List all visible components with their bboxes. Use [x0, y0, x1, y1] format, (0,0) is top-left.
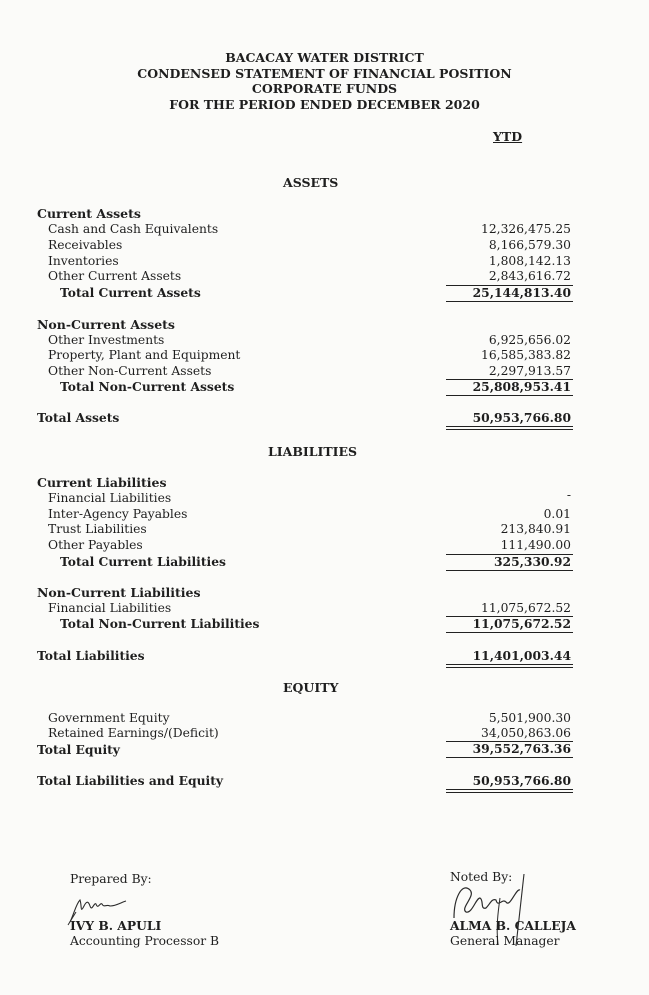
line-item-amount: 6,925,656.02: [488, 333, 571, 347]
line-item-amount: 11,075,672.52: [481, 601, 571, 615]
preparer-name: IVY B. APULI: [70, 918, 162, 933]
noncurrent-assets-heading: Non-Current Assets: [37, 317, 175, 332]
line-item-amount: 5,501,900.30: [488, 711, 571, 725]
noter-title: General Manager: [450, 934, 560, 948]
total-rule: [446, 570, 573, 571]
total-label: Total Non-Current Assets: [60, 379, 235, 394]
line-item-amount: 2,297,913.57: [488, 364, 571, 378]
line-item-amount: 1,808,142.13: [488, 254, 571, 268]
total-label: Total Current Assets: [60, 285, 201, 300]
line-item-label: Other Non-Current Assets: [48, 364, 212, 378]
line-item-label: Cash and Cash Equivalents: [48, 222, 219, 236]
line-item-label: Trust Liabilities: [48, 522, 147, 536]
noncurrent-liabilities-heading: Non-Current Liabilities: [37, 585, 201, 600]
total-amount: 11,075,672.52: [472, 616, 571, 631]
total-label: Total Equity: [37, 742, 120, 757]
section-heading-liabilities: LIABILITIES: [268, 444, 358, 459]
line-item-amount: 34,050,863.06: [481, 726, 571, 740]
grand-total-amount: 11,401,003.44: [472, 648, 571, 663]
double-rule: [446, 664, 573, 668]
total-rule: [446, 757, 573, 758]
line-item-amount: 16,585,383.82: [481, 348, 571, 362]
line-item-amount: 213,840.91: [500, 522, 571, 536]
report-period: FOR THE PERIOD ENDED DECEMBER 2020: [169, 96, 480, 112]
section-heading-equity: EQUITY: [283, 680, 339, 695]
total-rule: [446, 395, 573, 396]
current-assets-heading: Current Assets: [37, 206, 141, 221]
section-heading-assets: ASSETS: [283, 175, 339, 190]
line-item-amount: 8,166,579.30: [488, 238, 571, 252]
line-item-label: Retained Earnings/(Deficit): [48, 726, 219, 740]
prepared-by-caption: Prepared By:: [70, 872, 152, 886]
line-item-label: Inter-Agency Payables: [48, 507, 188, 521]
line-item-amount: 12,326,475.25: [481, 222, 571, 236]
grand-total-amount: 50,953,766.80: [472, 773, 571, 788]
line-item-label: Financial Liabilities: [48, 491, 172, 505]
total-amount: 25,144,813.40: [472, 285, 571, 300]
line-item-amount: 111,490.00: [500, 538, 571, 552]
line-item-label: Receivables: [48, 238, 123, 252]
noter-name: ALMA B. CALLEJA: [450, 918, 576, 933]
total-amount: 325,330.92: [493, 554, 571, 569]
line-item-label: Other Investments: [48, 333, 165, 347]
preparer-title: Accounting Processor B: [70, 934, 220, 948]
total-rule: [446, 632, 573, 633]
report-entity-name: BACACAY WATER DISTRICT: [225, 50, 424, 65]
total-rule: [446, 301, 573, 302]
double-rule: [446, 426, 573, 430]
line-item-label: Other Current Assets: [48, 269, 182, 283]
total-label: Total Current Liabilities: [60, 554, 226, 569]
grand-total-label: Total Liabilities and Equity: [37, 773, 224, 788]
grand-total-amount: 50,953,766.80: [472, 410, 571, 425]
report-fund: CORPORATE FUNDS: [251, 81, 398, 96]
current-liabilities-heading: Current Liabilities: [37, 475, 167, 490]
total-label: Total Non-Current Liabilities: [60, 616, 260, 631]
grand-total-label: Total Assets: [37, 410, 120, 425]
line-item-amount: 0.01: [543, 507, 571, 521]
line-item-amount: 2,843,616.72: [488, 269, 571, 283]
line-item-label: Financial Liabilities: [48, 601, 172, 615]
noted-by-caption: Noted By:: [450, 870, 513, 884]
line-item-label: Government Equity: [48, 711, 170, 725]
column-header-ytd: YTD: [493, 129, 523, 144]
total-amount: 39,552,763.36: [472, 741, 571, 756]
total-amount: 25,808,953.41: [472, 379, 571, 394]
line-item-amount: -: [566, 488, 571, 502]
report-title: CONDENSED STATEMENT OF FINANCIAL POSITION: [137, 65, 512, 81]
line-item-label: Inventories: [48, 254, 119, 268]
line-item-label: Property, Plant and Equipment: [48, 348, 241, 362]
double-rule: [446, 789, 573, 793]
grand-total-label: Total Liabilities: [37, 648, 145, 663]
line-item-label: Other Payables: [48, 538, 143, 552]
